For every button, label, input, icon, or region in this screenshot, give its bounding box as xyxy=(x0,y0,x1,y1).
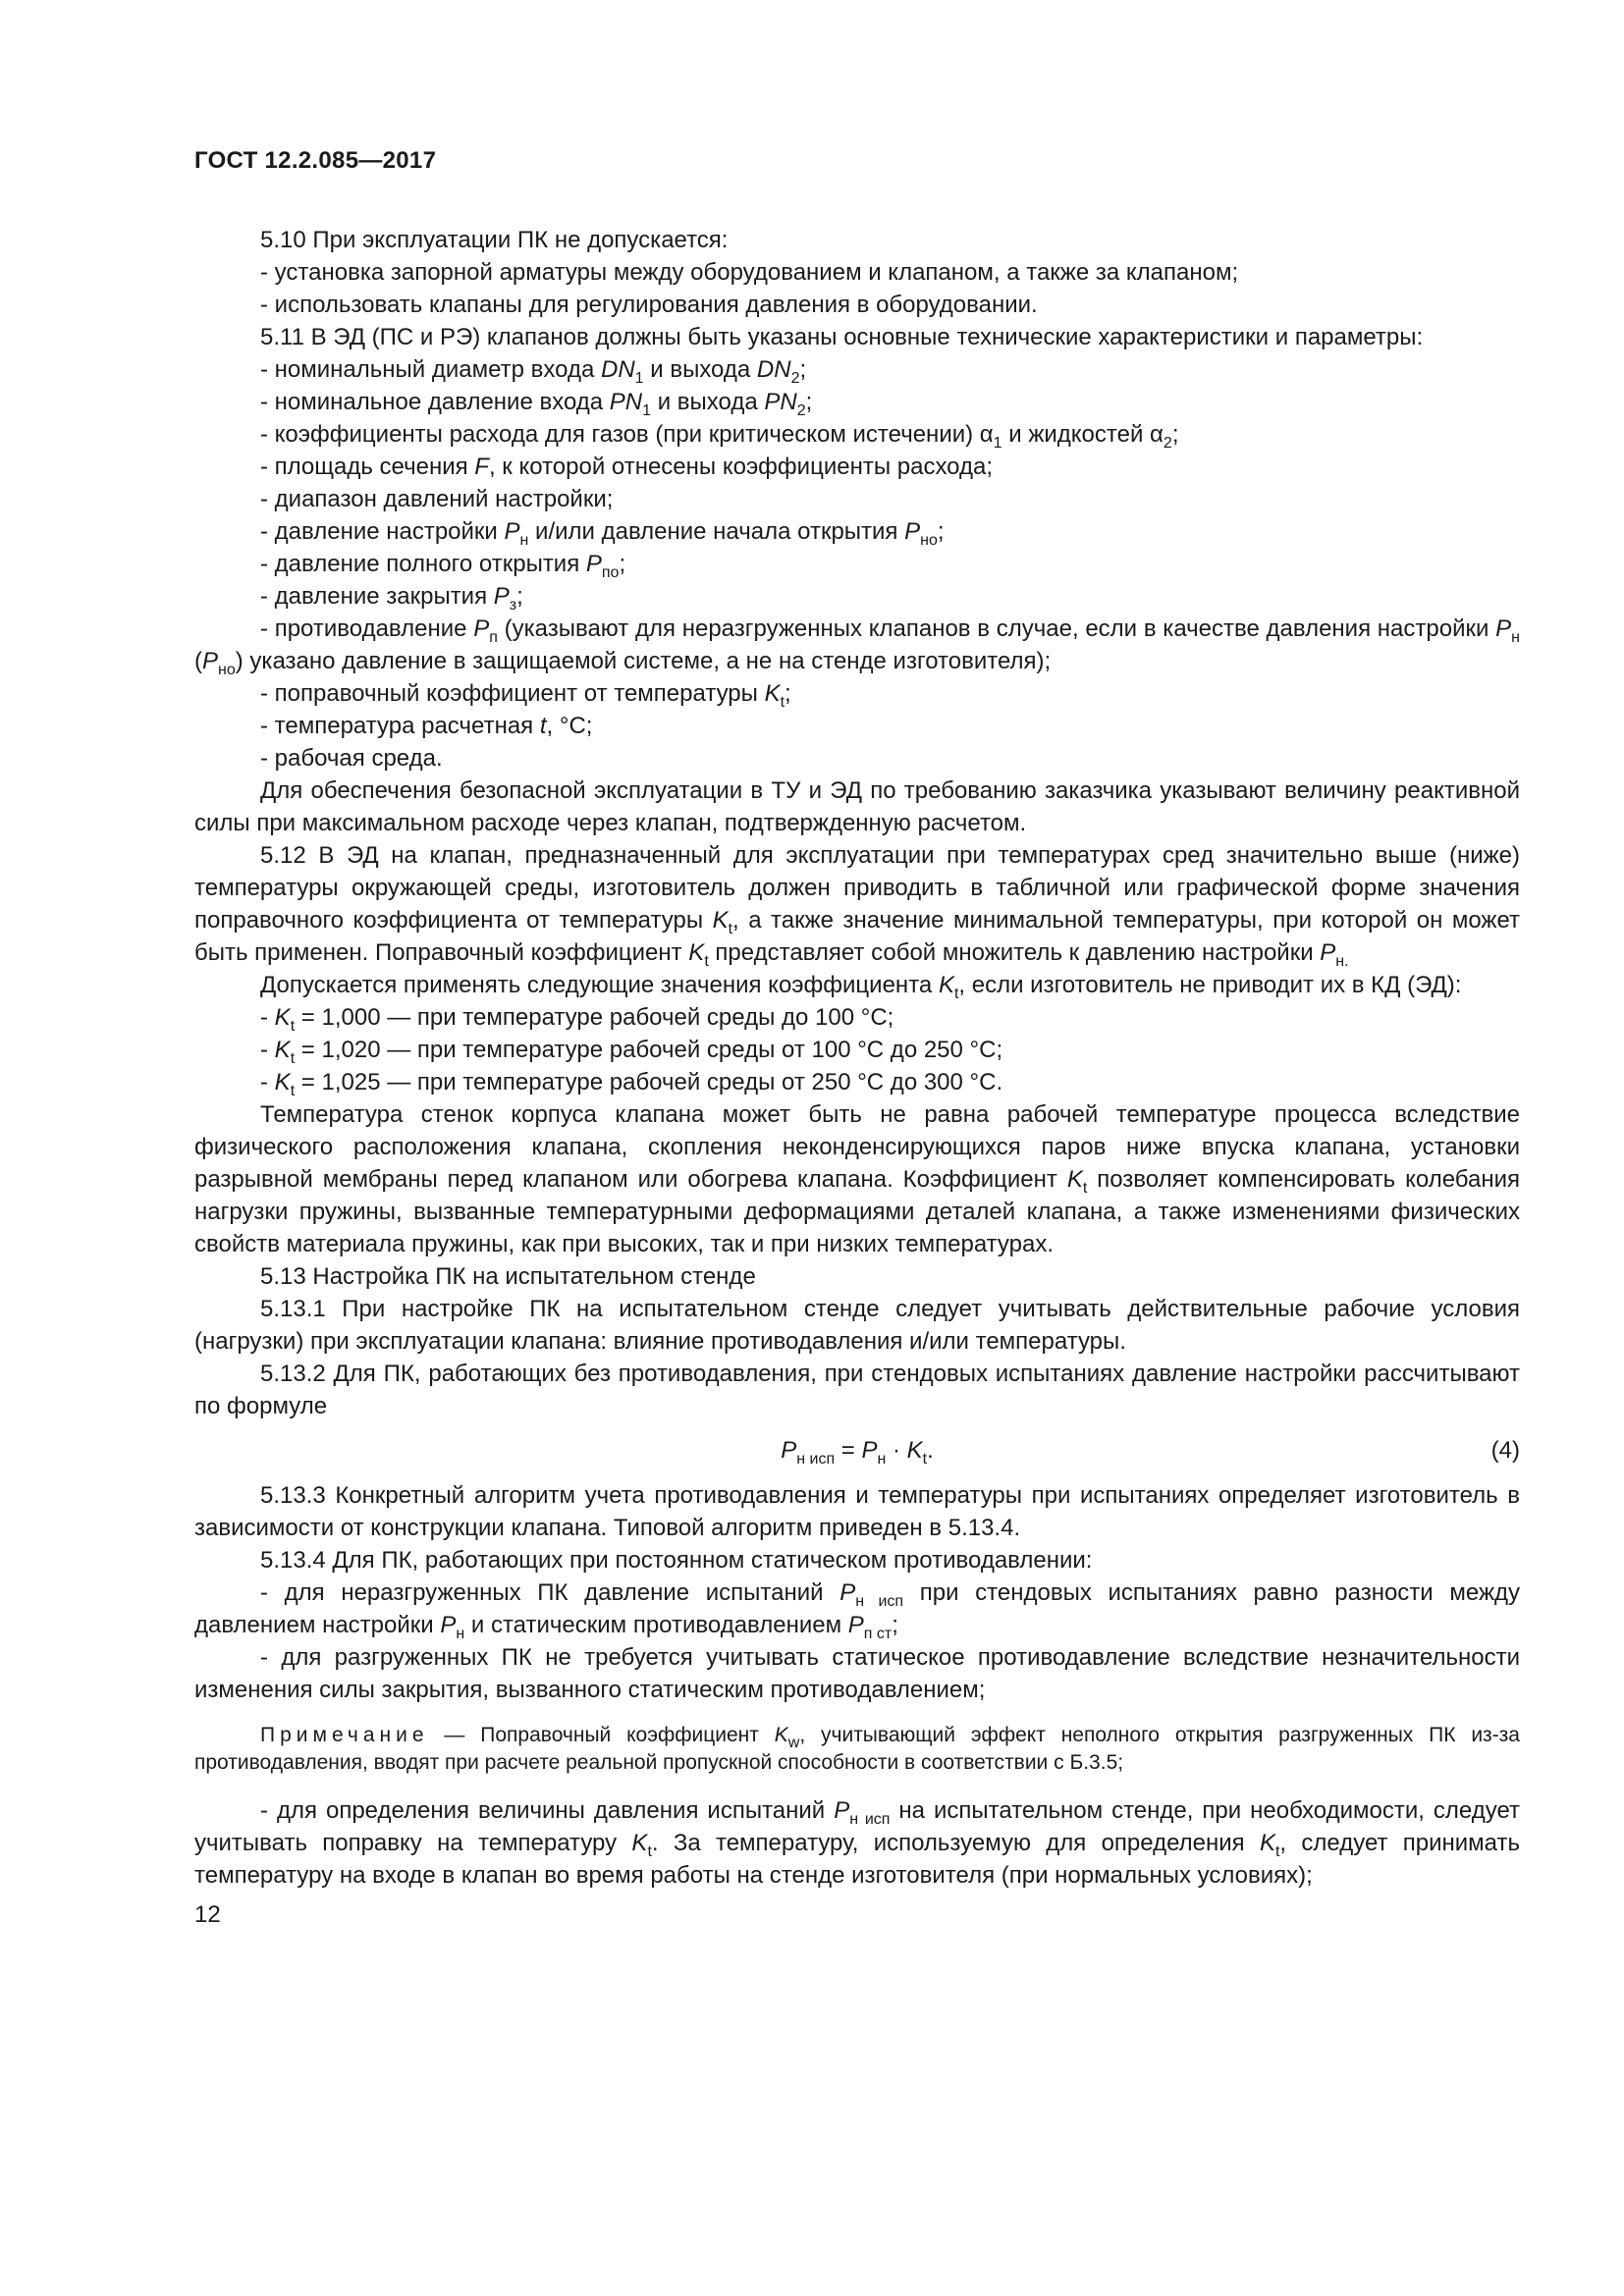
list-item: - $K_t = 1,020$ — при температуре рабочей среды от 100 °С до 250 °С; xyxy=(260,1037,1003,1067)
clause-5-13: 5.13 Настройка ПК на испытательном стенде xyxy=(260,1263,756,1290)
clause-5-11: 5.11 В ЭД (ПС и РЭ) клапанов должны быть указаны основные технические характеристики и параметры: xyxy=(260,324,1424,350)
list-item: - использовать клапаны для регулирования давления в оборудовании. xyxy=(260,292,1038,318)
list-item: - $K_t = 1,025$ — при температуре рабочей среды от 250 °С до 300 °С. xyxy=(260,1069,1003,1099)
paragraph: Температура стенок корпуса клапана может быть не равна рабочей температуре процесса вследствие физического расположения клапана, скопления неконденсирующихся паров ниже впуска клапана, установки разрывной мембраны перед клапаном или обогрева клапана. Коэффициент $K_t$ позволяет компенсировать колебания нагрузки пружины, вызванные температурными деформациями деталей клапана, а также изменениями физических свойств материала пружины, как при высоких, так и при низких температурах. xyxy=(194,1101,1520,1257)
paragraph: Для обеспечения безопасной эксплуатации в ТУ и ЭД по требованию заказчика указывают величину реактивной силы при максимальном расходе через клапан, подтвержденную расчетом. xyxy=(194,777,1520,836)
list-item: - установка запорной арматуры между оборудованием и клапаном, а также за клапаном; xyxy=(260,259,1239,286)
clause-5-13-4: 5.13.4 Для ПК, работающих при постоянном статическом противодавлении: xyxy=(260,1547,1093,1574)
clause-5-13-1: 5.13.1 При настройке ПК на испытательном стенде следует учитывать действительные рабочие условия (нагрузки) при эксплуатации клапана: влияние противодавления и/или температуры. xyxy=(194,1296,1520,1355)
clause-5-13-2: 5.13.2 Для ПК, работающих без противодавления, при стендовых испытаниях давление настройки рассчитывают по формуле xyxy=(194,1361,1520,1419)
clause-5-12: 5.12 В ЭД на клапан, предназначенный для эксплуатации при температурах сред значительно выше (ниже) температуры окружающей среды, изготовитель должен приводить в табличной или графической форме значения поправочного коэффициента от температуры $K_t$, а также значение минимальной температуры, при которой он может быть применен. Поправочный коэффициент $K_t$ представляет собой множитель к давлению настройки $P_{н.}$ xyxy=(194,842,1520,970)
formula-4 xyxy=(194,1426,1520,1475)
document-body xyxy=(194,224,1520,1892)
list-item: - коэффициенты расхода для газов (при критическом истечении) $\alpha_1$ и жидкостей $\alpha_2$; xyxy=(260,421,1179,452)
list-item: - $K_t = 1,000$ — при температуре рабочей среды до 100 °С; xyxy=(260,1004,894,1035)
list-item: - давление закрытия $P_з$; xyxy=(260,583,523,614)
list-item: - давление полного открытия $P_{по}$; xyxy=(260,551,626,581)
list-item: - давление настройки $P_н$ и/или давление начала открытия $P_{но}$; xyxy=(260,518,945,549)
formula-number: (4) xyxy=(1490,1437,1520,1464)
list-item: - для неразгруженных ПК давление испытаний $P_{н исп}$ при стендовых испытаниях равно разности между давлением настройки $P_н$ и статическим противодавлением $P_{п ст}$; xyxy=(194,1579,1520,1642)
document-page xyxy=(194,147,1520,1929)
list-item: - диапазон давлений настройки; xyxy=(260,486,614,512)
list-item: - противодавление $P_п$ (указывают для неразгруженных клапанов в случае, если в качестве давления настройки $P_н$ $(P_{но})$ указано давление в защищаемой системе, а не на стенде изготовителя); xyxy=(194,615,1520,678)
list-item: - площадь сечения F, к которой отнесены коэффициенты расхода; xyxy=(260,454,994,480)
list-item: - рабочая среда. xyxy=(260,745,443,772)
paragraph: Допускается применять следующие значения коэффициента $K_t$, если изготовитель не приводит их в КД (ЭД): xyxy=(260,972,1462,1002)
list-item: - поправочный коэффициент от температуры $K_t$; xyxy=(260,680,791,711)
note: Примечание — Поправочный коэффициент $K_w$, учитывающий эффект неполного открытия разгруженных ПК из-за противодавления, вводят при расчете реальной пропускной способности в соответствии с Б.3.5; xyxy=(194,1724,1520,1774)
list-item: - температура расчетная t, °С; xyxy=(260,713,593,739)
list-item: - номинальное давление входа $PN_1$ и выхода $PN_2$; xyxy=(260,389,813,419)
document-header: ГОСТ 12.2.085—2017 xyxy=(194,147,437,174)
formula-expression: $P_{н исп} = P_н \cdot K_t$. xyxy=(781,1437,934,1468)
list-item: - номинальный диаметр входа $DN_1$ и выхода $DN_2$; xyxy=(260,356,807,387)
list-item: - для разгруженных ПК не требуется учитывать статическое противодавление вследствие незначительности изменения силы закрытия, вызванного статическим противодавлением; xyxy=(194,1644,1520,1703)
clause-5-13-3: 5.13.3 Конкретный алгоритм учета противодавления и температуры при испытаниях определяет изготовитель в зависимости от конструкции клапана. Типовой алгоритм приведен в 5.13.4. xyxy=(194,1482,1520,1541)
clause-5-10: 5.10 При эксплуатации ПК не допускается: xyxy=(260,227,729,253)
page-number: 12 xyxy=(194,1901,221,1928)
list-item: - для определения величины давления испытаний $P_{н исп}$ на испытательном стенде, при необходимости, следует учитывать поправку на температуру $K_t$. За температуру, используемую для определения $K_t$, следует принимать температуру на входе в клапан во время работы на стенде изготовителя (при нормальных условиях); xyxy=(194,1797,1520,1889)
note-label: Примечание xyxy=(260,1724,429,1746)
